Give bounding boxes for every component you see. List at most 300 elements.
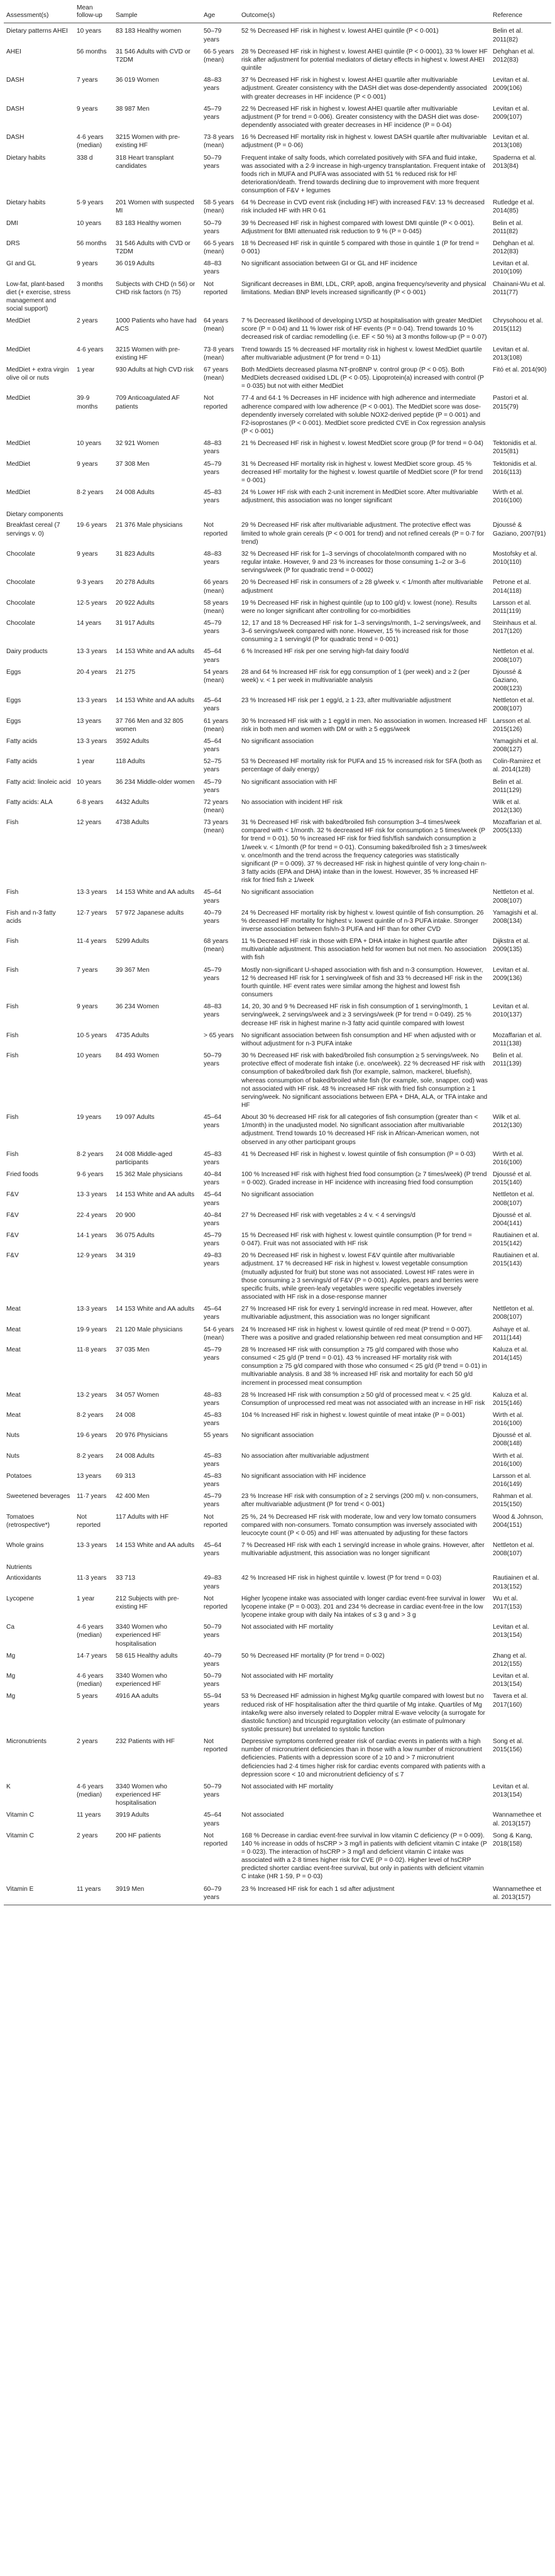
table-row [4,23,551,47]
cell-assessment: MedDiet [6,488,30,496]
cell-age: 66·5 years (mean) [204,48,234,63]
cell-outcome: Not associated with HF mortality [241,1673,334,1680]
cell-followup: 8·2 years [77,1150,104,1158]
cell-outcome: 24 % Decreased HF mortality risk by highest v. lowest quintile of fish consumption. 26 % decreased HF mortality for highest v. lowest quintile of n-3 PUFA intake. Stronger inverse association between fish/n-3 PUFA and HF than for other CVD [241,909,484,933]
cell-reference: Rahman et al. 2015(150) [493,1493,533,1509]
cell-followup: 14·1 years [77,1232,107,1239]
cell-followup: 9 years [77,260,98,268]
cell-followup: 19·6 years [77,1432,107,1439]
cell-sample: 14 153 White and AA adults [116,1191,195,1199]
cell-assessment: Vitamin E [6,1885,34,1893]
table-row [4,757,551,777]
cell-age: Not reported [204,1832,228,1847]
cell-age: 48–83 years [204,77,222,92]
cell-sample: 3215 Women with pre-existing HF [116,346,180,361]
cell-outcome: Not associated with HF mortality [241,1624,334,1631]
cell-age: 40–84 years [204,1171,222,1187]
cell-sample: 58 615 Healthy adults [116,1652,178,1660]
table-row [4,966,551,1003]
cell-assessment: K [6,1783,11,1790]
group-header: Dietary components [6,511,63,519]
cell-followup: 5 years [77,1693,98,1700]
cell-reference: Belin et al. 2011(139) [493,1052,523,1068]
table-row [4,668,551,696]
cell-sample: 3340 Women who experienced HF [116,1673,167,1688]
cell-reference: Levitan et al. 2010(109) [493,260,529,276]
cell-sample: 24 008 Adults [116,1452,155,1460]
cell-age: 45–79 years [204,1346,222,1362]
cell-reference: Dijkstra et al. 2009(135) [493,938,530,954]
table-row [4,1190,551,1210]
cell-reference: Levitan et al. 2009(136) [493,966,529,982]
cell-age: 73·8 years (mean) [204,134,234,150]
cell-outcome: Depressive symptoms conferred greater risk of cardiac events in patients with a high number of micronutrient deficiencies than in those with a low number of micronutrient deficiencies. Patients with a depression score of ≥ 10 and > 7 micronutrient deficiencies had 2·4 times higher risk for cardiac events compared with patients with a depression score < 10 and micronutrient deficiency of ≤ 7 [241,1738,485,1778]
cell-followup: 10 years [77,219,102,227]
table-row [4,778,551,798]
table-row [4,1737,551,1782]
cell-followup: 10·5 years [77,1032,107,1039]
cell-reference: Ashaye et al. 2011(144) [493,1326,530,1341]
cell-assessment: Meat [6,1306,21,1313]
cell-assessment: Fried foods [6,1171,38,1179]
cell-outcome: 53 % Decreased HF admission in highest Mg/kg quartile compared with lowest but no reduced risk of HF hospitalisation after the third quartile of Mg intake. Quartiles of Mg intake/kg were also inversely related to Doppler mitral E-wave velocity (a surrogate for diastolic function) and tricuspid regurgitation velocity (an estimate of pulmonary systolic pressure) but unrelated to systolic function [241,1693,485,1733]
cell-reference: Levitan et al. 2013(108) [493,346,529,361]
cell-sample: 3592 Adults [116,737,150,745]
cell-followup: 2 years [77,1738,98,1746]
cell-followup: 56 months [77,239,107,247]
cell-assessment: Eggs [6,668,21,676]
cell-reference: Yamagishi et al. 2008(127) [493,737,538,754]
cell-assessment: Fatty acid: linoleic acid [6,778,71,786]
cell-outcome: 64 % Decrease in CVD event risk (including HF) with increased F&V: 13 % decreased risk included HF with HR 0·61 [241,199,485,215]
cell-assessment: F&V [6,1191,19,1199]
cell-sample: 117 Adults with HF [116,1513,169,1521]
cell-sample: 15 362 Male physicians [116,1171,183,1179]
cell-outcome: No significant association between GI or GL and HF incidence [241,260,417,268]
cell-assessment: Chocolate [6,579,35,586]
table-row [4,696,551,716]
cell-followup: 1 year [77,366,95,373]
table-header [4,3,551,23]
cell-followup: 13·2 years [77,1391,107,1399]
cell-reference: Levitan et al. 2009(106) [493,77,529,92]
cell-sample: 3340 Women who experienced HF hospitalisation [116,1783,167,1807]
cell-reference: Djoussé & Gaziano, 2008(123) [493,668,522,693]
table-row [4,937,551,965]
cell-outcome: No significant association [241,889,314,896]
cell-outcome: 30 % Increased HF risk with ≥ 1 egg/d in men. No association in women. Increased HF risk in both men and women with DM or with ≥ 5 eggs/week [241,717,488,733]
cell-sample: 36 234 Women [116,1003,159,1011]
cell-followup: 12·5 years [77,599,107,607]
cell-assessment: DRS [6,239,20,247]
table-row [4,1304,551,1324]
cell-followup: 22·4 years [77,1211,107,1219]
cell-reference: Tektonidis et al. 2016(113) [493,460,537,476]
cell-age: 61 years (mean) [204,717,229,733]
cell-reference: Wilk et al. 2012(130) [493,798,522,814]
cell-outcome: 42 % Increased HF risk in highest quintile v. lowest (P for trend = 0·03) [241,1575,442,1582]
cell-assessment: DASH [6,77,25,84]
cell-sample: 24 008 Middle-aged participants [116,1150,173,1166]
cell-age: 54 years (mean) [204,668,229,684]
cell-age: 55 years [204,1432,229,1439]
cell-followup: 13 years [77,1472,102,1480]
table-row [4,1031,551,1051]
cell-assessment: Fatty acids [6,737,38,745]
cell-age: Not reported [204,1595,228,1610]
table-row [4,1170,551,1190]
cell-age: 45–83 years [204,488,222,505]
cell-followup: 2 years [77,1832,98,1839]
cell-age: 45–64 years [204,648,222,664]
cell-followup: 19·6 years [77,522,107,529]
cell-assessment: DMI [6,219,18,227]
table-row [4,737,551,757]
cell-assessment: Meat [6,1391,21,1399]
group-header-row [4,508,551,520]
cell-age: 58·5 years (mean) [204,199,234,215]
cell-assessment: Mg [6,1673,16,1680]
cell-outcome: Mostly non-significant U-shaped association with fish and n-3 consumption. However, 12 % decreased HF risk for 1 serving/week of fish and 33 % decreased HF risk in the fourth quintile. HF event rates were similar among the highest and lowest fish consumers [241,966,483,999]
cell-followup: 4·6 years (median) [77,134,104,150]
cell-assessment: Nuts [6,1452,19,1460]
cell-outcome: 25 %, 24 % Decreased HF risk with moderate, low and very low tomato consumers compared with non-consumers. Tomato consumption was inversely associated with leucocyte count (P < 0·05) and HF was attenuated by adjusting for these factors [241,1513,478,1537]
cell-outcome: 16 % Decreased HF mortality risk in highest v. lowest DASH quartile after multivariable adjustment (P = 0·06) [241,134,487,150]
cell-age: 45–79 years [204,966,222,982]
cell-reference: Tavera et al. 2017(160) [493,1693,528,1709]
cell-sample: 4738 Adults [116,819,150,827]
table-row [4,1512,551,1541]
cell-reference: Pastori et al. 2015(79) [493,395,529,410]
cell-outcome: 28 % Increased HF risk with consumption ≥ 50 g/d of processed meat v. < 25 g/d. Consumption of unprocessed red meat was not associated with an increase in HF risk [241,1391,485,1407]
cell-reference: Rautiainen et al. 2015(142) [493,1232,539,1248]
cell-reference: Levitan et al. 2013(154) [493,1624,529,1639]
cell-followup: 13·3 years [77,648,107,656]
cell-reference: Levitan et al. 2010(137) [493,1003,529,1019]
cell-assessment: F&V [6,1211,19,1219]
cell-followup: 39·9 months [77,395,98,410]
cell-outcome: 24 % Lower HF risk with each 2-unit increment in MedDiet score. After multivariable adjustment, this association was no longer significant [241,488,478,505]
cell-followup: 14·7 years [77,1652,107,1660]
table-row [4,1113,551,1150]
cell-reference: Levitan et al. 2013(154) [493,1673,529,1688]
cell-age: 48–83 years [204,1391,222,1407]
cell-reference: Wirth et al. 2016(100) [493,1150,524,1166]
cell-followup: 11·3 years [77,1575,107,1582]
cell-followup: 5·9 years [77,199,104,207]
cell-outcome: Significant decreases in BMI, LDL, CRP, apoB, angina frequency/severity and physical limitations. Median BNP levels increased significantly (P < 0·001) [241,280,486,296]
table-row [4,1451,551,1472]
cell-reference: Wood & Johnson, 2004(151) [493,1513,544,1529]
cell-assessment: Eggs [6,697,21,705]
cell-outcome: No association with incident HF risk [241,798,343,806]
header-age: Age [201,3,239,23]
cell-reference: Dehghan et al. 2012(83) [493,48,535,63]
table-row [4,133,551,153]
cell-assessment: Dietary habits [6,154,46,162]
cell-sample: 21 376 Male physicians [116,522,183,529]
cell-sample: 36 019 Adults [116,260,155,268]
cell-sample: 37 766 Men and 32 805 women [116,717,184,733]
cell-followup: 13·3 years [77,1191,107,1199]
table-row [4,818,551,888]
cell-assessment: MedDiet [6,440,30,448]
cell-age: 40–79 years [204,909,222,925]
cell-reference: Petrone et al. 2014(118) [493,579,531,595]
cell-reference: Rautiainen et al. 2013(152) [493,1575,539,1590]
cell-outcome: Higher lycopene intake was associated with longer cardiac event-free survival in lower lycopene intake (P = 0·003). 201 and 234 % decrease in cardiac event-free in the low lycopene intake group with daily Na intakes of ≤ 3 g and > 3 g [241,1595,485,1619]
cell-age: 66·5 years (mean) [204,239,234,256]
cell-sample: 34 057 Women [116,1391,159,1399]
cell-assessment: Fish [6,1003,19,1011]
cell-age: 60–79 years [204,1885,222,1901]
cell-sample: 118 Adults [116,758,145,766]
cell-reference: Steinhaus et al. 2017(120) [493,620,537,636]
cell-age: 66 years (mean) [204,579,229,595]
cell-age: 40–79 years [204,1652,222,1668]
cell-sample: 14 153 White and AA adults [116,1306,195,1313]
cell-assessment: MedDiet + extra virgin olive oil or nuts [6,366,69,382]
cell-assessment: Sweetened beverages [6,1493,70,1500]
cell-assessment: Fish [6,938,19,945]
cell-age: 48–83 years [204,550,222,566]
cell-followup: 8·2 years [77,488,104,496]
cell-sample: 3919 Men [116,1885,145,1893]
cell-reference: Djoussé & Gaziano, 2007(91) [493,522,546,537]
cell-assessment: Chocolate [6,550,35,558]
cell-reference: Song et al. 2015(156) [493,1738,524,1754]
cell-followup: 338 d [77,154,93,162]
table-row [4,153,551,199]
cell-reference: Nettleton et al. 2008(107) [493,697,534,713]
cell-reference: Belin et al. 2011(82) [493,28,523,43]
cell-assessment: Low-fat, plant-based diet (+ exercise, stress management and social support) [6,280,71,312]
cell-sample: 3919 Adults [116,1812,150,1819]
cell-sample: 212 Subjects with pre-existing HF [116,1595,179,1610]
cell-reference: Djoussé et al. 2004(141) [493,1211,532,1227]
cell-age: 50–79 years [204,1052,222,1068]
table-row [4,259,551,279]
cell-followup: 2 years [77,317,98,325]
cell-followup: 1 year [77,758,95,766]
cell-assessment: MedDiet [6,317,30,325]
cell-sample: 3215 Women with pre-existing HF [116,134,180,150]
cell-sample: 57 972 Japanese adults [116,909,184,916]
cell-sample: 14 153 White and AA adults [116,648,195,656]
cell-sample: 19 097 Adults [116,1114,155,1121]
table-row [4,219,551,239]
cell-followup: 19·9 years [77,1326,107,1333]
cell-sample: 930 Adults at high CVD risk [116,366,194,373]
cell-outcome: 19 % Decreased HF risk in highest quintile (up to 100 g/d) v. lowest (none). Results were no longer significant after controlling for co-morbidities [241,599,477,615]
table-row [4,345,551,365]
cell-age: 40–84 years [204,1211,222,1227]
cell-age: 45–79 years [204,105,222,121]
cell-outcome: No significant association [241,1432,314,1439]
cell-sample: 36 019 Women [116,77,159,84]
table-row [4,1541,551,1561]
cell-sample: 4735 Adults [116,1032,150,1039]
cell-assessment: Fish [6,1032,19,1039]
header-outcomes: Outcome(s) [239,3,490,23]
cell-sample: 201 Women with suspected MI [116,199,194,215]
cell-followup: 10 years [77,778,102,786]
cell-age: 45–83 years [204,1452,222,1468]
cell-followup: 7 years [77,77,98,84]
cell-age: 45–79 years [204,1493,222,1509]
cell-sample: 83 183 Healthy women [116,219,182,227]
cell-assessment: Tomatoes (retrospective*) [6,1513,50,1529]
cell-age: 45–64 years [204,1812,222,1827]
table-row [4,798,551,818]
cell-outcome: 31 % Decreased HF risk with baked/broiled fish consumption 3–4 times/week compared with < 1/month. 32 % decreased HF risk for consumption ≥ 5 times/week (P for trend = 0·01). 50 % increased HF risk for fried fish/fish sandwich consumption ≥ 1/week v. < 1/month (P for trend = 0·01). Consuming baked/broiled fish ≥ 3 times/week v. once/month and the trend across the frequency categories was statistically significant (P = 0·009). 37 % decreased HF risk in highest quintile of very long-chain n-3 fatty acids (EPA and DHA) intake than in the lowest. However, 35 % increased HF risk for fried fish ≥ 1/week [241,819,487,884]
cell-age: 48–83 years [204,260,222,276]
table-row [4,1251,551,1304]
table-row [4,439,551,459]
cell-followup: 9 years [77,105,98,113]
cell-sample: 14 153 White and AA adults [116,1542,195,1549]
cell-assessment: Fish and n-3 fatty acids [6,909,56,925]
cell-assessment: DASH [6,105,25,113]
cell-age: 45–64 years [204,1306,222,1321]
cell-sample: 5299 Adults [116,938,150,945]
cell-age: > 65 years [204,1032,234,1039]
cell-outcome: Not associated [241,1812,284,1819]
cell-followup: 9 years [77,460,98,468]
cell-outcome: 37 % Decreased HF risk in highest v. lowest AHEI quartile after multivariable adjustment. Greater consistency with the DASH diet was dose-dependently associated with greater decreases in HF incidence (P < 0·001) [241,77,487,101]
cell-reference: Mozaffarian et al. 2005(133) [493,819,542,835]
cell-assessment: Eggs [6,717,21,725]
cell-outcome: 18 % Decreased HF risk in quintile 5 compared with those in quintile 1 (P for trend = 0·001) [241,239,480,256]
cell-sample: 709 Anticoagulated AF patients [116,395,180,410]
cell-assessment: F&V [6,1252,19,1260]
table-row [4,198,551,218]
cell-reference: Kaluza et al. 2014(145) [493,1346,529,1362]
cell-outcome: Frequent intake of salty foods, which correlated positively with SFA and fluid intake, was associated with a 2·9 increase in high-urgency transplantation. Frequent intake of foods rich in MUFA and PUFA was associated with 51 % reduced risk for HF deterioration/death. Trend towards declining due to improvement with more frequent consumption of F&V + legumes [241,154,485,195]
cell-reference: Yamagishi et al. 2008(134) [493,909,538,925]
cell-followup: 12 years [77,819,102,827]
header-reference: Reference [490,3,551,23]
cell-assessment: GI and GL [6,260,36,268]
cell-followup: 10 years [77,440,102,448]
cell-age: 50–79 years [204,1673,222,1688]
cell-sample: 69 313 [116,1472,136,1480]
cell-sample: Subjects with CHD (n 56) or CHD risk factors (n 75) [116,280,195,296]
cell-reference: Nettleton et al. 2008(107) [493,648,534,664]
table-row [4,1231,551,1251]
table-row [4,1325,551,1345]
cell-age: 45–64 years [204,737,222,754]
cell-reference: Tektonidis et al. 2015(81) [493,440,537,456]
cell-assessment: Vitamin C [6,1812,34,1819]
cell-reference: Song & Kang, 2018(158) [493,1832,532,1847]
cell-assessment: Fatty acids: ALA [6,798,53,806]
cell-reference: Fitó et al. 2014(90) [493,366,547,373]
cell-followup: 7 years [77,966,98,974]
cell-reference: Spaderna et al. 2013(84) [493,154,537,170]
cell-outcome: 32 % Decreased HF risk for 1–3 servings of chocolate/month compared with no regular intake. However, 9 and 23 % increases for those consuming 1–2 or 3–6 servings/week (P for quadratic trend = 0·0002) [241,550,466,575]
table-row [4,280,551,317]
table-row [4,460,551,488]
cell-reference: Wirth et al. 2016(100) [493,1411,524,1428]
cell-outcome: Both MedDiets decreased plasma NT-proBNP v. control group (P < 0·05). Both MedDiets decreased oxidised LDL (P < 0·05). Lipoprotein(a) increased with control (P = 0·035) but not with either MedDiet [241,366,484,390]
cell-assessment: Potatoes [6,1472,32,1480]
cell-reference: Wirth et al. 2016(100) [493,488,524,505]
cell-age: Not reported [204,1738,228,1754]
cell-sample: 83 183 Healthy women [116,28,182,35]
cell-outcome: 23 % Increase HF risk with consumption of ≥ 2 servings (200 ml) v. non-consumers, after multivariable adjustment (P for trend < 0·001) [241,1493,478,1509]
cell-sample: 14 153 White and AA adults [116,697,195,705]
table-row [4,1573,551,1593]
table-row [4,1885,551,1905]
cell-followup: 20·4 years [77,668,107,676]
cell-assessment: MedDiet [6,460,30,468]
cell-age: 45–79 years [204,778,222,794]
cell-followup: 11·4 years [77,938,107,945]
cell-reference: Mozaffarian et al. 2011(138) [493,1032,542,1047]
header-assessment: Assessment(s) [4,3,74,23]
cell-outcome: 23 % Increased HF risk per 1 egg/d, ≥ 1·23, after multivariable adjustment [241,697,451,705]
cell-outcome: No significant association with HF [241,778,338,786]
table-row [4,316,551,344]
cell-age: 67 years (mean) [204,366,229,382]
table-row [4,1622,551,1651]
table-row [4,647,551,667]
cell-age: 50–79 years [204,28,222,43]
table-row [4,1492,551,1512]
table-row [4,47,551,75]
cell-assessment: Meat [6,1346,21,1353]
cell-reference: Rutledge et al. 2014(85) [493,199,534,215]
cell-followup: 8·2 years [77,1411,104,1419]
cell-followup: 8·2 years [77,1452,104,1460]
table-row [4,1051,551,1113]
cell-age: 73 years (mean) [204,819,229,835]
cell-assessment: Nuts [6,1432,19,1439]
cell-reference: Levitan et al. 2009(107) [493,105,529,121]
cell-outcome: 6 % Increased HF risk per one serving high-fat dairy food/d [241,648,409,656]
cell-outcome: 15 % Decreased HF risk with highest v. lowest quintile consumption (P for trend = 0·047). Fruit was not associated with HF risk [241,1232,472,1248]
cell-assessment: Mg [6,1693,16,1700]
cell-outcome: Not associated with HF mortality [241,1783,334,1790]
cell-assessment: Breakfast cereal (7 servings v. 0) [6,522,60,537]
cell-followup: 4·6 years (median) [77,1783,104,1799]
cell-assessment: MedDiet [6,346,30,353]
cell-outcome: No significant association [241,1191,314,1199]
cell-age: 45–83 years [204,1411,222,1428]
cell-assessment: Fatty acids [6,758,38,766]
table-row [4,1211,551,1231]
cell-age: 45–79 years [204,460,222,476]
table-row [4,1782,551,1810]
cell-outcome: 53 % Decreased HF mortality risk for PUFA and 15 % increased risk for SFA (both as percentage of daily energy) [241,758,482,774]
cell-age: 45–64 years [204,697,222,713]
cell-outcome: 28 % Decreased HF risk in highest v. lowest AHEI quintile (P < 0·0001), 33 % lower HF risk after adjustment for potential mediators of dietary effects in highest v. lowest AHEI quintile [241,48,488,72]
cell-reference: Larsson et al. 2015(126) [493,717,532,733]
table-row [4,908,551,937]
cell-age: 45–79 years [204,620,222,636]
cell-outcome: 7 % Decreased HF risk with each 1 serving/d increase in whole grains. However, after multivariable adjustment, this association was no longer significant [241,1542,485,1558]
cell-reference: Larsson et al. 2011(119) [493,599,532,615]
cell-assessment: Vitamin C [6,1832,34,1839]
cell-reference: Djoussé et al. 2015(140) [493,1171,532,1187]
cell-sample: 37 035 Men [116,1346,150,1353]
cell-sample: 24 008 [116,1411,136,1419]
cell-assessment: Whole grains [6,1542,44,1549]
cell-assessment: Fish [6,819,19,827]
cell-followup: 13·3 years [77,697,107,705]
cell-assessment: Mg [6,1652,16,1660]
